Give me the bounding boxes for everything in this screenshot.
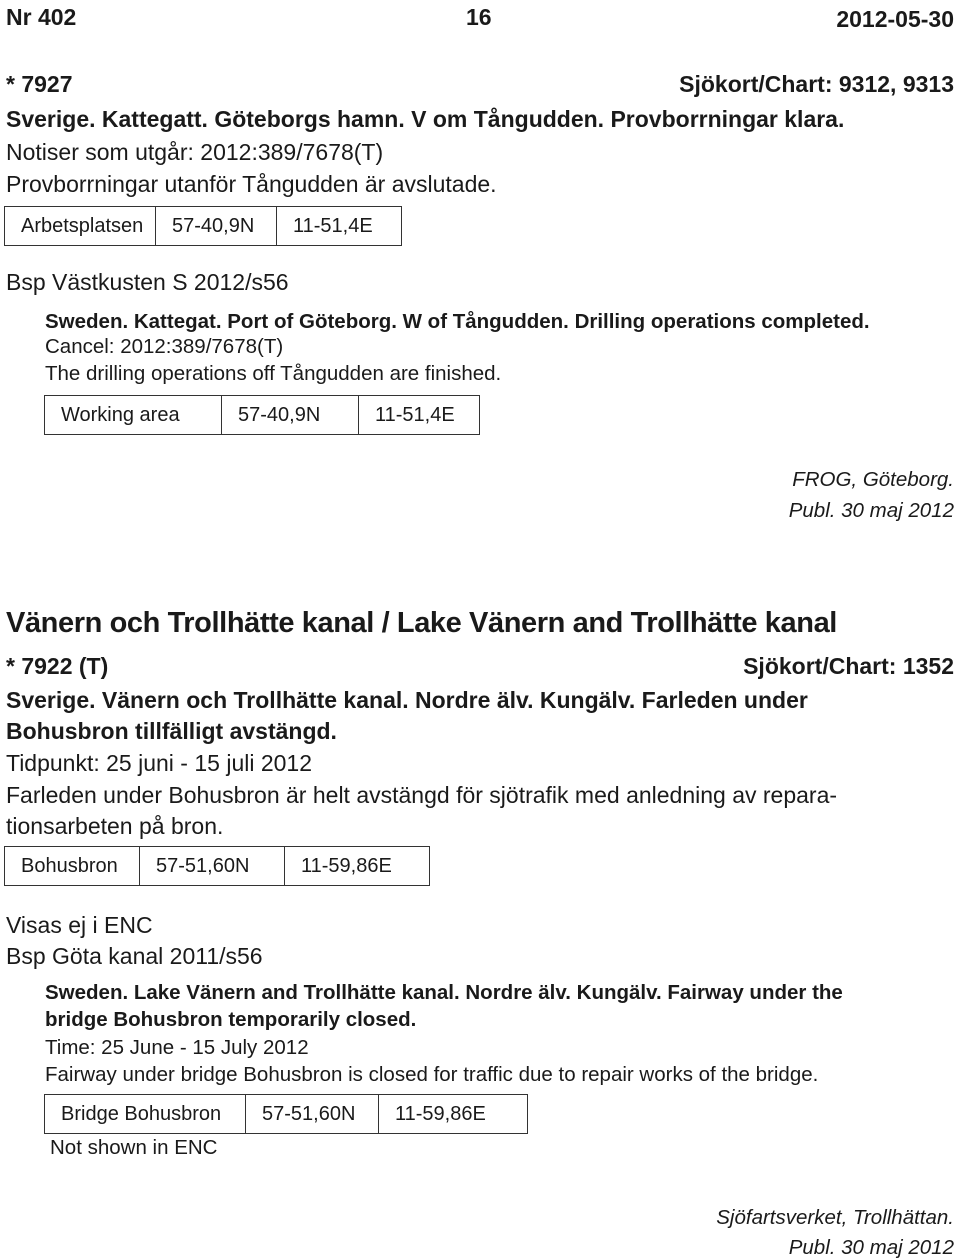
body-en: Fairway under bridge Bohusbron is closed for traffic due to repair works of the bridge.	[45, 1063, 819, 1086]
cancel-en: Cancel: 2012:389/7678(T)	[45, 335, 284, 358]
location-name: Working area	[45, 396, 222, 435]
latitude: 57-40,9N	[222, 396, 359, 435]
bsp-reference: Bsp Västkusten S 2012/s56	[6, 269, 289, 295]
notice-title-en-line1: Sweden. Lake Vänern and Trollhätte kanal. Nordre älv. Kungälv. Fairway under the	[45, 981, 843, 1004]
issue-date: 2012-05-30	[836, 6, 954, 32]
source: FROG, Göteborg.	[792, 468, 954, 491]
enc-note-en: Not shown in ENC	[50, 1136, 218, 1159]
latitude: 57-40,9N	[156, 207, 277, 246]
cancel-sv: Notiser som utgår: 2012:389/7678(T)	[6, 139, 384, 165]
body-sv: Provborrningar utanför Tångudden är avslutade.	[6, 171, 497, 197]
publication-date	[789, 499, 954, 523]
body-sv-line1: Farleden under Bohusbron är helt avstängd för sjötrafik med anledning av repara-	[6, 782, 838, 808]
section-title: Vänern och Trollhätte kanal / Lake Vänern and Trollhätte kanal	[6, 607, 837, 639]
coordinate-table-en	[44, 395, 480, 435]
notice-title-sv-line2: Bohusbron tillfälligt avstängd.	[6, 718, 337, 744]
coordinate-table-sv	[4, 846, 430, 886]
body-sv-line2: tionsarbeten på bron.	[6, 813, 224, 839]
longitude: 11-59,86E	[379, 1095, 528, 1134]
time-sv: Tidpunkt: 25 juni - 15 juli 2012	[6, 750, 313, 776]
bsp-reference: Bsp Göta kanal 2011/s56	[6, 943, 263, 969]
publ-date: 30 maj 2012	[841, 499, 954, 522]
publ-label: Publ.	[788, 499, 836, 522]
notice-title-sv-line1: Sverige. Vänern och Trollhätte kanal. Nordre älv. Kungälv. Farleden under	[6, 687, 808, 713]
longitude: 11-59,86E	[285, 847, 430, 886]
issue-number: Nr 402	[6, 4, 77, 30]
coordinate-table-sv	[4, 206, 402, 246]
notice-number: * 7922 (T)	[6, 653, 109, 679]
location-name: Bohusbron	[5, 847, 140, 886]
publ-label: Publ.	[788, 1236, 836, 1259]
location-name: Arbetsplatsen	[5, 207, 156, 246]
body-en: The drilling operations off Tångudden are finished.	[45, 362, 502, 385]
notice-title-en: Sweden. Kattegat. Port of Göteborg. W of Tångudden. Drilling operations completed.	[45, 310, 870, 333]
publ-date: 30 maj 2012	[841, 1236, 954, 1259]
enc-note-sv: Visas ej i ENC	[6, 912, 153, 938]
page-number: 16	[466, 4, 492, 30]
longitude: 11-51,4E	[277, 207, 402, 246]
notice-title-en-line2: bridge Bohusbron temporarily closed.	[45, 1008, 417, 1031]
coordinate-table-en	[44, 1094, 528, 1134]
source: Sjöfartsverket, Trollhättan.	[716, 1206, 954, 1229]
notice-title-sv: Sverige. Kattegatt. Göteborgs hamn. V om Tångudden. Provborrningar klara.	[6, 106, 845, 132]
longitude: 11-51,4E	[359, 396, 480, 435]
notice-number: * 7927	[6, 71, 73, 97]
publication-date	[789, 1236, 954, 1260]
latitude: 57-51,60N	[246, 1095, 379, 1134]
location-name: Bridge Bohusbron	[45, 1095, 246, 1134]
chart-reference: Sjökort/Chart: 9312, 9313	[679, 71, 954, 97]
chart-reference: Sjökort/Chart: 1352	[743, 653, 954, 679]
time-en: Time: 25 June - 15 July 2012	[45, 1036, 309, 1059]
latitude: 57-51,60N	[140, 847, 285, 886]
